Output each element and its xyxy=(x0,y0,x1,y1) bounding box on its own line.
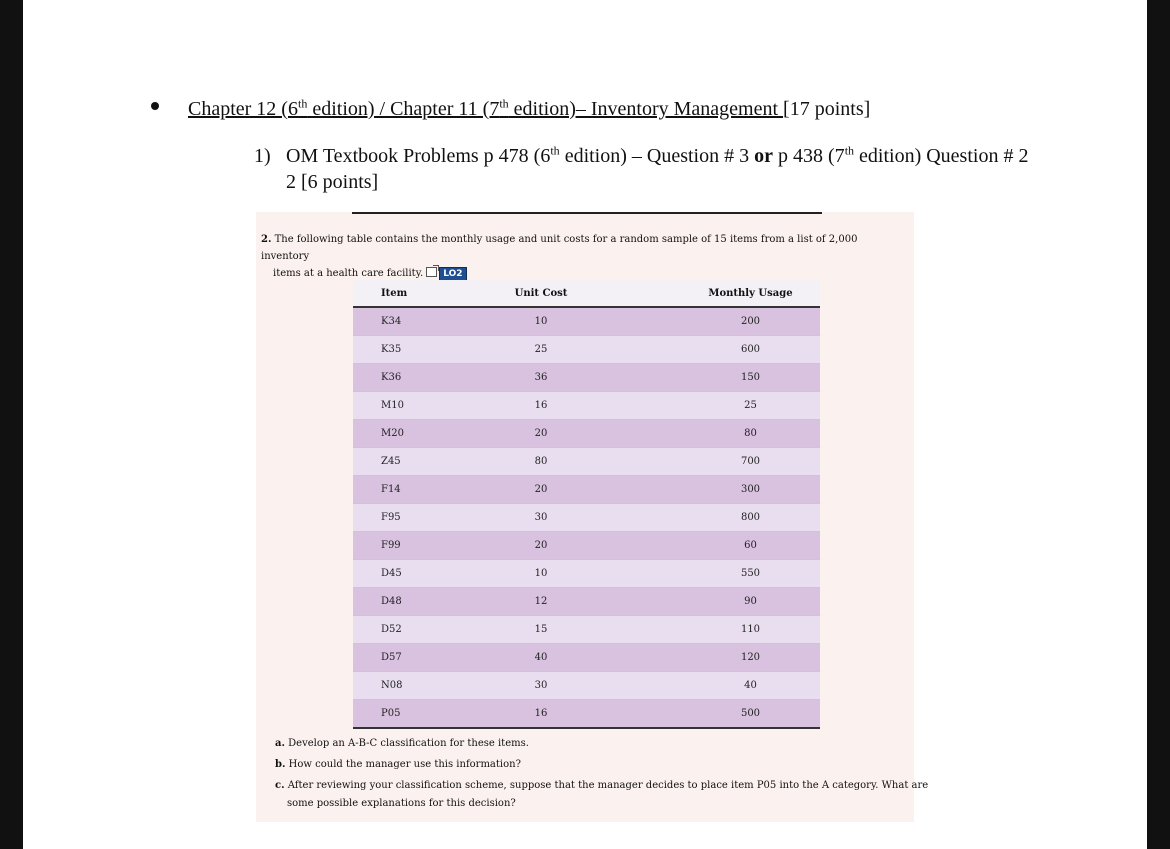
cell-unit-cost: 25 xyxy=(461,336,621,364)
cell-item: P05 xyxy=(353,700,461,729)
cell-unit-cost: 15 xyxy=(461,616,621,644)
sub-question-b: b. How could the manager use this information? xyxy=(275,759,521,770)
cell-item: K34 xyxy=(353,307,461,336)
sub-question-c: c. After reviewing your classification scheme, suppose that the manager decides to place item P05 into the A category. What are xyxy=(275,780,929,791)
problem-number: 1) xyxy=(254,145,271,167)
table-row xyxy=(353,420,820,448)
table-row xyxy=(353,336,820,364)
external-link-icon[interactable] xyxy=(426,267,437,277)
table-row xyxy=(353,700,820,729)
cell-monthly-usage: 800 xyxy=(621,504,820,532)
cell-unit-cost: 40 xyxy=(461,644,621,672)
cell-unit-cost: 20 xyxy=(461,532,621,560)
table-row xyxy=(353,307,820,336)
table-row xyxy=(353,644,820,672)
cell-item: D57 xyxy=(353,644,461,672)
cell-item: F99 xyxy=(353,532,461,560)
cell-monthly-usage: 25 xyxy=(621,392,820,420)
cell-monthly-usage: 150 xyxy=(621,364,820,392)
header-unit-cost: Unit Cost xyxy=(461,280,621,307)
cell-monthly-usage: 120 xyxy=(621,644,820,672)
cell-unit-cost: 20 xyxy=(461,420,621,448)
cell-unit-cost: 10 xyxy=(461,307,621,336)
cell-monthly-usage: 60 xyxy=(621,532,820,560)
sub-questions xyxy=(275,733,929,812)
bullet-icon xyxy=(151,102,159,110)
cell-unit-cost: 16 xyxy=(461,392,621,420)
table-row xyxy=(353,504,820,532)
table-row xyxy=(353,448,820,476)
cell-item: M10 xyxy=(353,392,461,420)
header-item: Item xyxy=(353,280,461,307)
table-row xyxy=(353,392,820,420)
cell-unit-cost: 16 xyxy=(461,700,621,729)
cell-monthly-usage: 600 xyxy=(621,336,820,364)
cell-item: Z45 xyxy=(353,448,461,476)
cell-item: F95 xyxy=(353,504,461,532)
cell-item: D45 xyxy=(353,560,461,588)
inventory-table xyxy=(353,280,820,729)
cell-item: N08 xyxy=(353,672,461,700)
chapter-points: [17 points] xyxy=(783,98,871,120)
problem-text: OM Textbook Problems p 478 (6th edition) – Question # 3 or p 438 (7th edition) Question # 2 2 [6 points] xyxy=(286,143,1029,193)
cell-item: K36 xyxy=(353,364,461,392)
table-row xyxy=(353,364,820,392)
cell-monthly-usage: 200 xyxy=(621,307,820,336)
header-monthly-usage: Monthly Usage xyxy=(621,280,820,307)
cell-monthly-usage: 90 xyxy=(621,588,820,616)
table-header-row xyxy=(353,280,820,307)
cell-unit-cost: 36 xyxy=(461,364,621,392)
cell-item: M20 xyxy=(353,420,461,448)
cell-item: D48 xyxy=(353,588,461,616)
table-row xyxy=(353,672,820,700)
cell-monthly-usage: 40 xyxy=(621,672,820,700)
cell-item: K35 xyxy=(353,336,461,364)
cell-monthly-usage: 500 xyxy=(621,700,820,729)
table-row xyxy=(353,588,820,616)
textbook-excerpt xyxy=(256,212,929,822)
table-row xyxy=(353,560,820,588)
table-row xyxy=(353,616,820,644)
cell-monthly-usage: 110 xyxy=(621,616,820,644)
learning-objective-badge[interactable]: LO2 xyxy=(439,267,466,281)
document-page xyxy=(23,0,1147,849)
problem-points: 2 [6 points] xyxy=(286,171,379,193)
sub-question-a: a. Develop an A-B-C classification for these items. xyxy=(275,738,529,749)
cell-unit-cost: 10 xyxy=(461,560,621,588)
cell-unit-cost: 30 xyxy=(461,672,621,700)
cell-monthly-usage: 550 xyxy=(621,560,820,588)
chapter-heading: Chapter 12 (6th edition) / Chapter 11 (7th edition)– Inventory Management [17 points] xyxy=(188,96,871,120)
cell-unit-cost: 30 xyxy=(461,504,621,532)
cell-unit-cost: 80 xyxy=(461,448,621,476)
cell-item: D52 xyxy=(353,616,461,644)
table-row xyxy=(353,476,820,504)
sub-question-c-continued: some possible explanations for this decision? xyxy=(287,798,516,809)
cell-monthly-usage: 700 xyxy=(621,448,820,476)
table-row xyxy=(353,532,820,560)
question-intro: 2. The following table contains the monthly usage and unit costs for a random sample of 15 items from a list of 2,000 inventory items at a health care facility. LO2 xyxy=(261,234,858,279)
excerpt-divider xyxy=(352,212,822,214)
cell-monthly-usage: 80 xyxy=(621,420,820,448)
cell-unit-cost: 12 xyxy=(461,588,621,616)
cell-monthly-usage: 300 xyxy=(621,476,820,504)
cell-unit-cost: 20 xyxy=(461,476,621,504)
cell-item: F14 xyxy=(353,476,461,504)
